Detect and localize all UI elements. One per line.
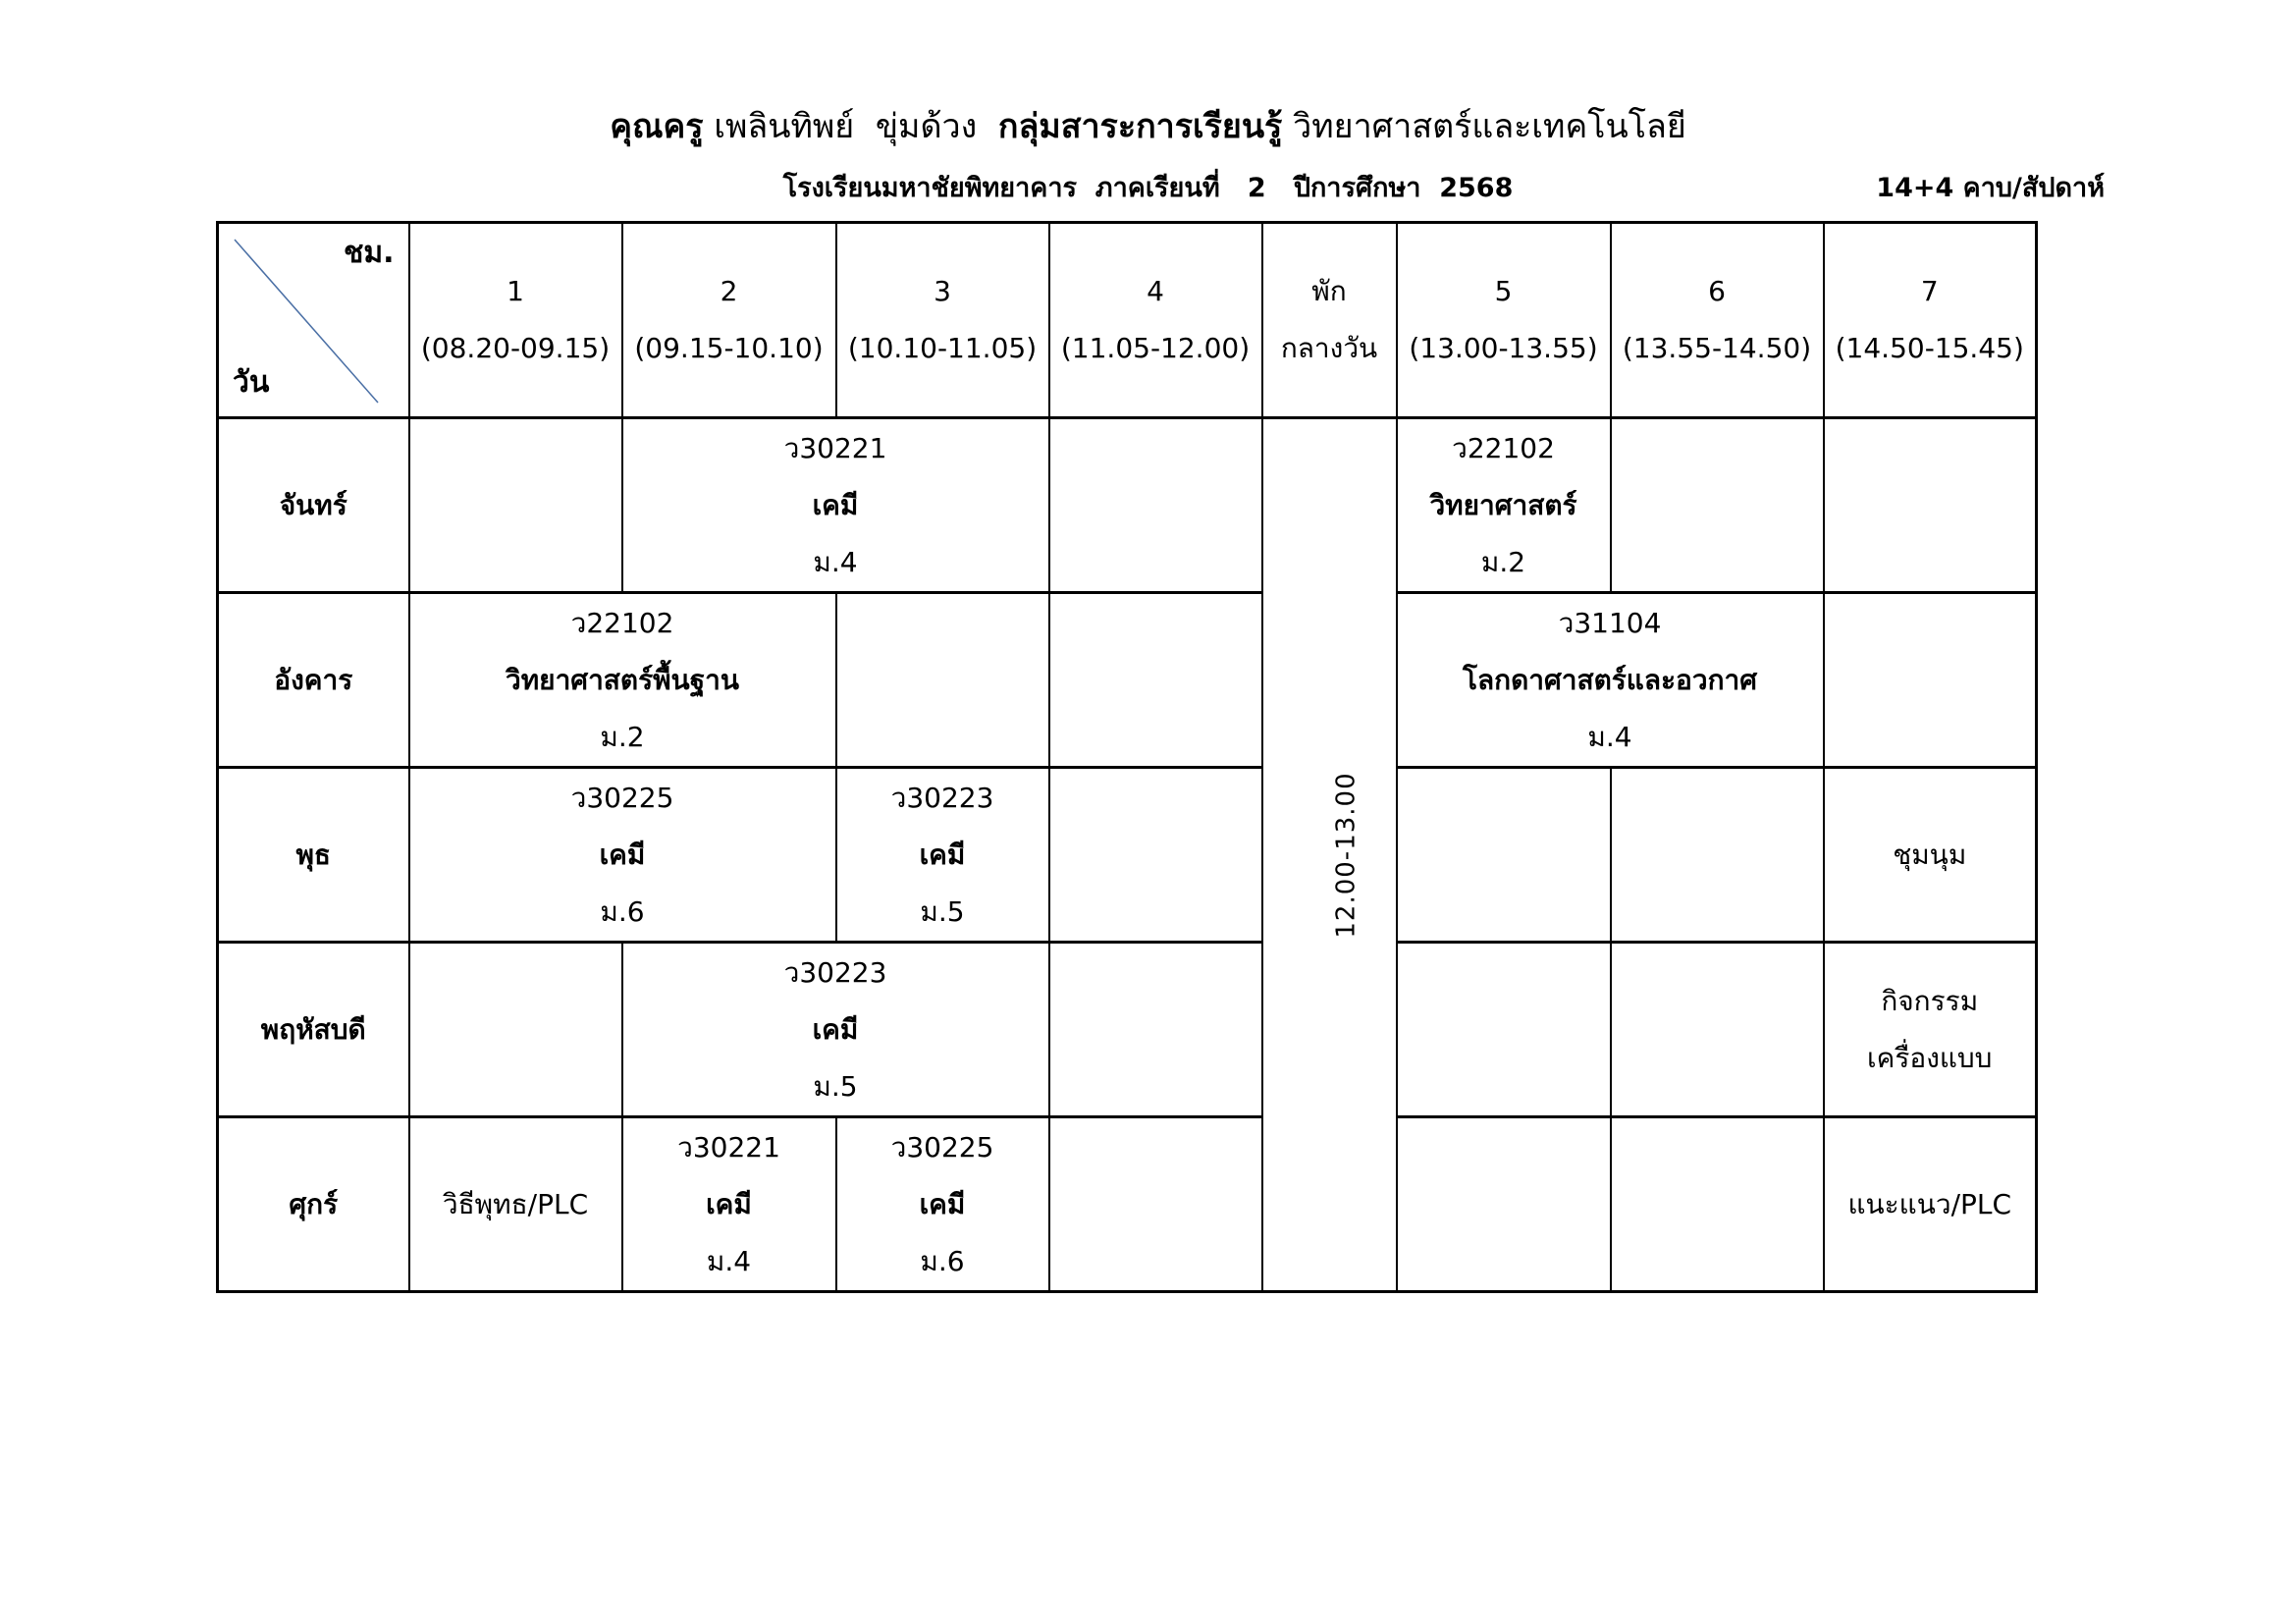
teacher-name: เพลินทิพย์ ขุ่มด้วง (714, 107, 978, 146)
slot-empty (1049, 418, 1262, 593)
day-label: จันทร์ (218, 418, 409, 593)
row-wednesday (218, 768, 2037, 943)
corner-cell (218, 223, 409, 418)
slot-empty (409, 943, 622, 1117)
row-monday (218, 418, 2037, 593)
document-title (0, 102, 2296, 151)
class-slot: ว30221 เคมี ม.4 (622, 418, 1049, 593)
slot-empty (1611, 1117, 1824, 1292)
class-slot: ว22102 วิทยาศาสตร์พื้นฐาน ม.2 (409, 593, 836, 768)
column-header-2: 2 (09.15-10.10) (622, 223, 836, 418)
slot-empty (1397, 943, 1611, 1117)
day-label: อังคาร (218, 593, 409, 768)
slot-empty (1611, 943, 1824, 1117)
column-header-3: 3 (10.10-11.05) (836, 223, 1049, 418)
slot-empty (836, 593, 1049, 768)
corner-day-label: วัน (233, 365, 270, 400)
day-label: พฤหัสบดี (218, 943, 409, 1117)
slot-empty (1049, 1117, 1262, 1292)
activity-slot: กิจกรรม เครื่องแบบ (1824, 943, 2037, 1117)
column-header-7: 7 (14.50-15.45) (1824, 223, 2037, 418)
day-label: พุธ (218, 768, 409, 943)
slot-empty (1611, 768, 1824, 943)
activity-slot: แนะแนว/PLC (1824, 1117, 2037, 1292)
class-slot: ว30225 เคมี ม.6 (409, 768, 836, 943)
class-slot: ว30223 เคมี ม.5 (836, 768, 1049, 943)
column-header-4: 4 (11.05-12.00) (1049, 223, 1262, 418)
slot-empty (1397, 1117, 1611, 1292)
day-label: ศุกร์ (218, 1117, 409, 1292)
column-header-5: 5 (13.00-13.55) (1397, 223, 1611, 418)
column-header-6: 6 (13.55-14.50) (1611, 223, 1824, 418)
teacher-prefix: คุณครู (610, 107, 704, 146)
slot-empty (1824, 418, 2037, 593)
class-slot: ว31104 โลกดาศาสตร์และอวกาศ ม.4 (1397, 593, 1824, 768)
activity-slot: วิธีพุทธ/PLC (409, 1117, 622, 1292)
class-slot: ว30225 เคมี ม.6 (836, 1117, 1049, 1292)
slot-empty (1049, 768, 1262, 943)
row-friday (218, 1117, 2037, 1292)
row-thursday (218, 943, 2037, 1117)
activity-slot: ชุมนุม (1824, 768, 2037, 943)
school-line: โรงเรียนมหาชัยพิทยาคาร ภาคเรียนที่ 2 ปีการศึกษา 2568 (782, 173, 1514, 203)
column-header-lunch: พัก กลางวัน (1262, 223, 1397, 418)
group-label: กลุ่มสาระการเรียนรู้ (997, 107, 1283, 146)
slot-empty (1824, 593, 2037, 768)
slot-empty (409, 418, 622, 593)
slot-empty (1049, 943, 1262, 1117)
slot-empty (1049, 593, 1262, 768)
slot-empty (1611, 418, 1824, 593)
group-name: วิทยาศาสตร์และเทคโนโลยี (1293, 107, 1686, 146)
class-slot: ว30221 เคมี ม.4 (622, 1117, 836, 1292)
class-slot: ว30223 เคมี ม.5 (622, 943, 1049, 1117)
lunch-break-cell (1262, 418, 1397, 1292)
column-header-1: 1 (08.20-09.15) (409, 223, 622, 418)
header-row (218, 223, 2037, 418)
slot-empty (1397, 768, 1611, 943)
timetable (216, 221, 2038, 1293)
periods-per-week: 14+4 คาบ/สัปดาห์ (1876, 173, 2105, 203)
class-slot: ว22102 วิทยาศาสตร์ ม.2 (1397, 418, 1611, 593)
corner-period-label: ชม. (343, 236, 395, 270)
row-tuesday (218, 593, 2037, 768)
lunch-time: 12.00-13.00 (1331, 772, 1362, 939)
